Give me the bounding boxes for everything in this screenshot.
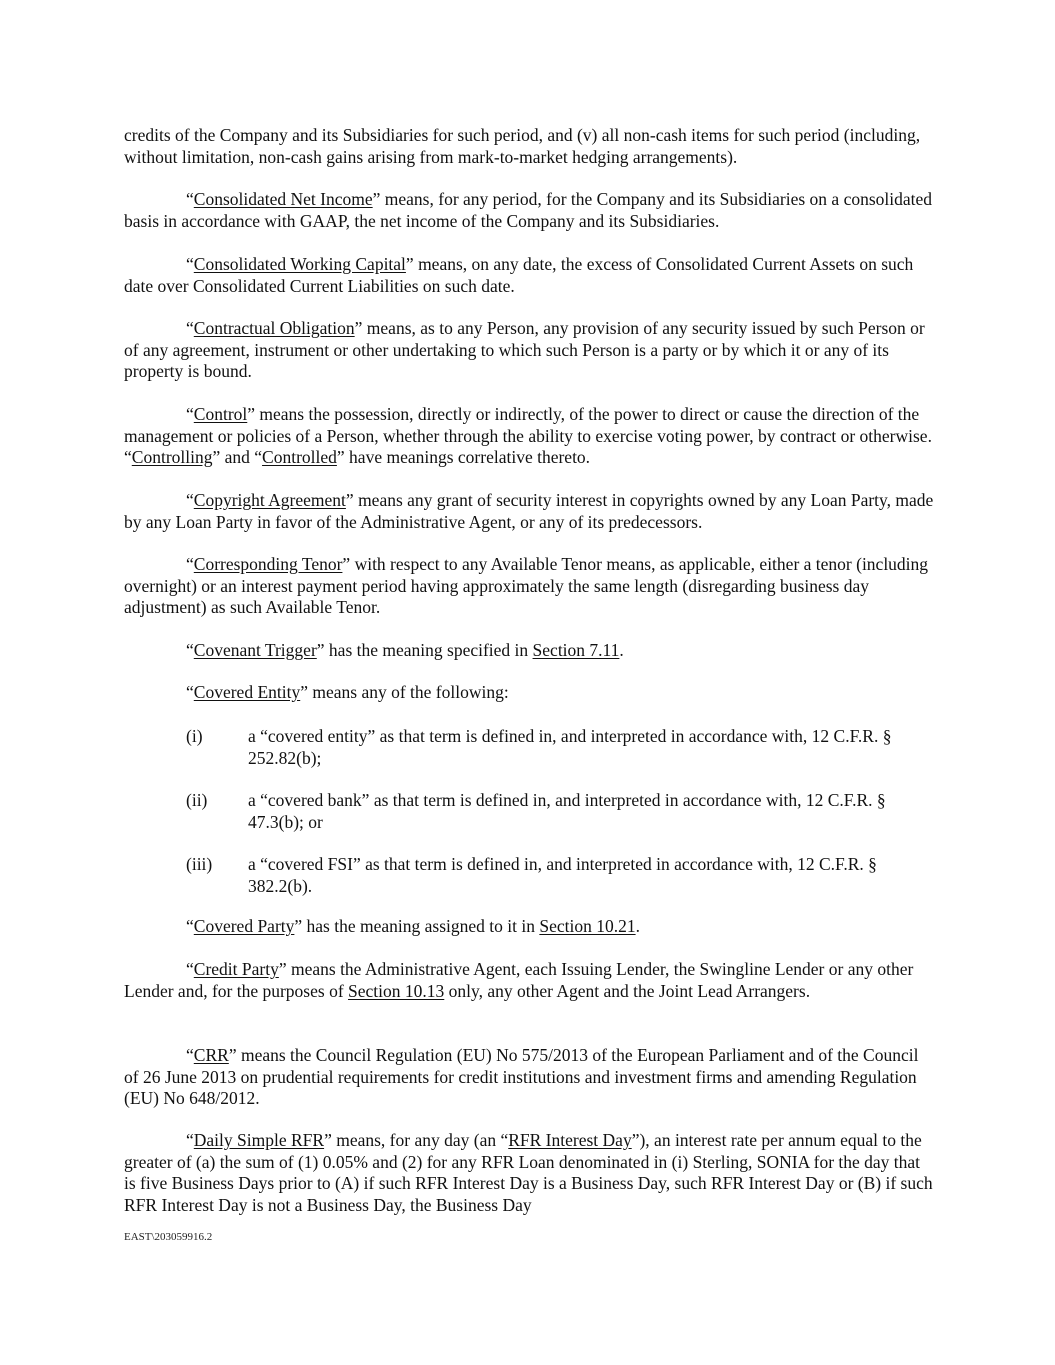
list-item-number: (i): [186, 726, 203, 746]
definition-consolidated-net-income: “Consolidated Net Income” means, for any period, for the Company and its Subsidiaries on a consolidated basis in accordance with GAAP, the net income of the Company and its Subsidiaries.: [124, 189, 933, 231]
defined-term: Control: [193, 404, 248, 424]
defined-term: Contractual Obligation: [193, 318, 355, 338]
definition-covenant-trigger: “Covenant Trigger” has the meaning specified in Section 7.11.: [186, 640, 624, 660]
list-item: [186, 790, 934, 834]
section-reference: Section 7.11: [532, 640, 620, 660]
definition-covered-entity: “Covered Entity” means any of the following:: [186, 682, 509, 702]
defined-term: Covenant Trigger: [193, 640, 317, 660]
list-item-number: (iii): [186, 854, 213, 874]
defined-term: RFR Interest Day: [508, 1130, 632, 1150]
section-reference: Section 10.21: [539, 916, 636, 936]
defined-term: Consolidated Working Capital: [193, 254, 406, 274]
defined-term: Consolidated Net Income: [193, 189, 373, 209]
list-item-number: (ii): [186, 790, 208, 810]
document-footer-id: EAST\203059916.2: [124, 1231, 213, 1243]
paragraph-continuation: credits of the Company and its Subsidiaries for such period, and (v) all non-cash items for such period (including, without limitation, non-cash gains arising from mark-to-market hedging arrangements).: [124, 125, 921, 167]
list-item-text: a “covered entity” as that term is defined in, and interpreted in accordance with, 12 C.F.R. § 252.82(b);: [248, 726, 892, 768]
defined-term: Corresponding Tenor: [193, 554, 343, 574]
definition-control: “Control” means the possession, directly or indirectly, of the power to direct or cause the direction of the management or policies of a Person, whether through the ability to exercise voting power, by contract or otherwise. “Controlling” and “Controlled” have meanings correlative thereto.: [124, 404, 932, 468]
defined-term: Daily Simple RFR: [193, 1130, 325, 1150]
defined-term: Controlling: [131, 447, 213, 468]
defined-term: Covered Party: [193, 916, 295, 936]
list-item-text: a “covered FSI” as that term is defined in, and interpreted in accordance with, 12 C.F.R. § 382.2(b).: [248, 854, 877, 896]
definition-consolidated-working-capital: “Consolidated Working Capital” means, on any date, the excess of Consolidated Current Assets on such date over Consolidated Current Liabilities on such date.: [124, 254, 914, 296]
definition-contractual-obligation: “Contractual Obligation” means, as to any Person, any provision of any security issued by such Person or of any agreement, instrument or other undertaking to which such Person is a party or by which it or any of its property is bound.: [124, 318, 925, 382]
definition-covered-party: “Covered Party” has the meaning assigned to it in Section 10.21.: [186, 916, 640, 936]
defined-term: Controlled: [262, 447, 337, 468]
list-item: [186, 854, 934, 898]
section-reference: Section 10.13: [348, 980, 445, 1001]
defined-term: CRR: [193, 1045, 229, 1065]
defined-term: Copyright Agreement: [193, 490, 346, 510]
defined-term: Credit Party: [193, 959, 279, 979]
defined-term: Covered Entity: [193, 682, 301, 702]
list-item-text: a “covered bank” as that term is defined in, and interpreted in accordance with, 12 C.F.R. § 47.3(b); or: [248, 790, 886, 832]
definition-corresponding-tenor: “Corresponding Tenor” with respect to any Available Tenor means, as applicable, either a tenor (including overnight) or an interest payment period having approximately the same length (disregarding business day adjustment) as such Available Tenor.: [124, 554, 929, 618]
list-item: [186, 726, 934, 770]
definition-daily-simple-rfr: “Daily Simple RFR” means, for any day (an “RFR Interest Day”), an interest rate per annum equal to the greater of (a) the sum of (1) 0.05% and (2) for any RFR Loan denominated in (i) Sterling, SONIA for the day that is five Business Days prior to (A) if such RFR Interest Day is a Business Day, such RFR Interest Day or (B) if such RFR Interest Day is not a Business Day, the Business Day: [124, 1130, 933, 1215]
definition-copyright-agreement: “Copyright Agreement” means any grant of security interest in copyrights owned by any Loan Party, made by any Loan Party in favor of the Administrative Agent, or any of its predecessors.: [124, 490, 934, 532]
definition-credit-party: “Credit Party” means the Administrative Agent, each Issuing Lender, the Swingline Lender or any other Lender and, for the purposes of Section 10.13 only, any other Agent and the Joint Lead Arrangers.: [124, 959, 914, 1001]
definition-crr: “CRR” means the Council Regulation (EU) No 575/2013 of the European Parliament and of the Council of 26 June 2013 on prudential requirements for credit institutions and investment firms and amending Regulation (EU) No 648/2012.: [124, 1045, 919, 1109]
